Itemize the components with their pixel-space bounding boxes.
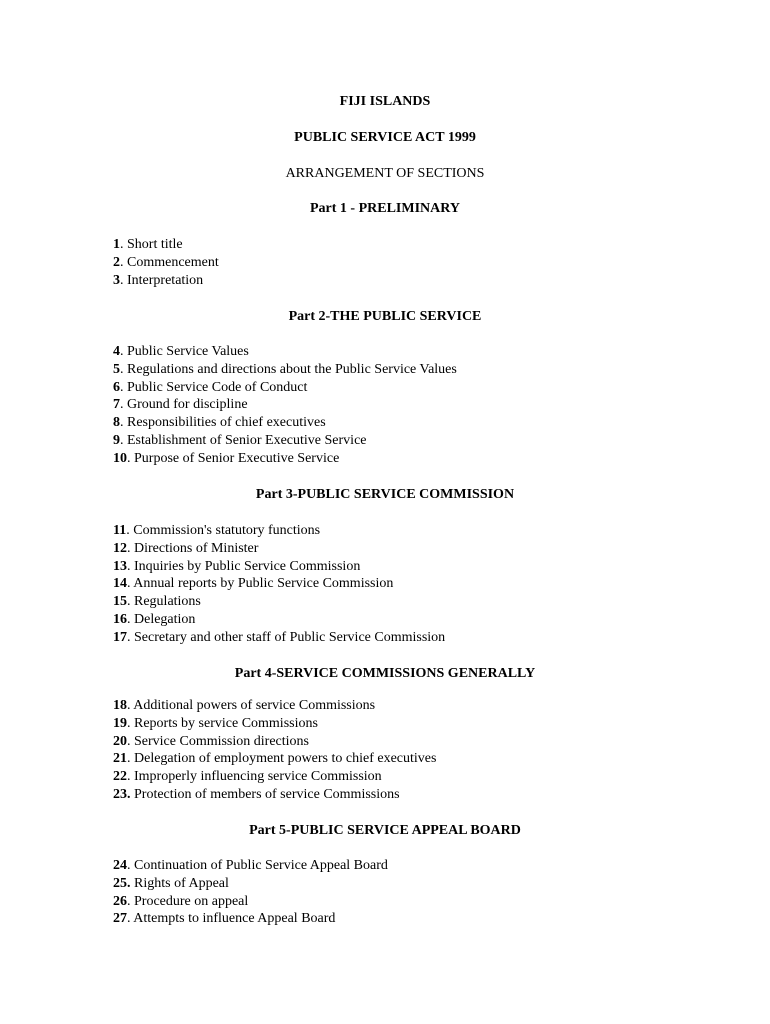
section-item <box>113 593 713 611</box>
section-number: 26 <box>113 893 127 909</box>
section-item <box>113 715 713 733</box>
section-list <box>113 343 713 468</box>
section-separator: . <box>127 594 134 610</box>
section-item <box>113 893 713 911</box>
section-item <box>113 379 713 397</box>
section-separator: . <box>120 432 127 448</box>
section-item <box>113 750 713 768</box>
section-number: 2 <box>113 254 120 270</box>
section-separator: . <box>127 611 134 627</box>
section-number: 19 <box>113 715 127 731</box>
part-heading: Part 2-THE PUBLIC SERVICE <box>288 309 482 324</box>
section-title: Improperly influencing service Commission <box>134 769 382 785</box>
section-separator: . <box>120 397 127 413</box>
section-number: 4 <box>113 344 120 359</box>
section-item <box>113 768 713 786</box>
section-item <box>113 629 713 647</box>
section-title: Inquiries by Public Service Commission <box>134 558 361 574</box>
section-title: Secretary and other staff of Public Service Commission <box>134 629 446 645</box>
section-separator: . <box>127 540 134 556</box>
section-title: Ground for discipline <box>127 397 248 413</box>
section-item <box>113 414 713 432</box>
section-title: Establishment of Senior Executive Service <box>127 432 367 448</box>
part-heading: Part 5-PUBLIC SERVICE APPEAL BOARD <box>249 823 521 838</box>
section-number: 9 <box>113 432 120 448</box>
section-item <box>113 540 713 558</box>
section-number: 23. <box>113 786 131 802</box>
section-number: 20 <box>113 733 127 749</box>
section-item <box>113 361 713 379</box>
section-item <box>113 236 713 254</box>
section-title: Commencement <box>127 254 219 270</box>
part-heading: Part 1 - PRELIMINARY <box>310 201 460 216</box>
section-separator: . <box>127 629 134 645</box>
section-title: Attempts to influence Appeal Board <box>133 911 336 927</box>
section-number: 6 <box>113 379 120 395</box>
section-separator: . <box>127 715 134 731</box>
section-list <box>113 236 713 289</box>
section-separator: . <box>127 558 134 574</box>
section-item <box>113 575 713 593</box>
section-number: 17 <box>113 629 127 645</box>
section-number: 3 <box>113 272 120 288</box>
section-separator: . <box>120 361 127 377</box>
section-number: 22 <box>113 769 127 785</box>
section-separator: . <box>120 379 127 395</box>
section-item <box>113 522 713 540</box>
act-title: PUBLIC SERVICE ACT 1999 <box>294 130 476 145</box>
section-number: 15 <box>113 594 127 610</box>
section-item <box>113 396 713 414</box>
section-number: 14 <box>113 576 127 592</box>
section-item <box>113 733 713 751</box>
section-number: 1 <box>113 237 120 252</box>
section-separator: . <box>126 523 134 538</box>
section-title: Service Commission directions <box>134 733 309 749</box>
section-separator: . <box>120 272 127 288</box>
section-list <box>113 857 713 928</box>
section-item <box>113 910 713 928</box>
section-title: Delegation of employment powers to chief executives <box>134 751 437 767</box>
section-list <box>113 522 713 647</box>
section-number: 11 <box>113 523 127 538</box>
section-separator: . <box>120 344 127 359</box>
section-separator: . <box>120 237 127 252</box>
section-separator: . <box>127 751 134 767</box>
section-item <box>113 558 713 576</box>
section-item <box>113 450 713 468</box>
section-title: Responsibilities of chief executives <box>127 415 326 431</box>
section-separator: . <box>127 450 134 466</box>
section-item <box>113 254 713 272</box>
section-title: Continuation of Public Service Appeal Board <box>134 858 388 873</box>
section-title: Interpretation <box>127 272 204 288</box>
section-title: Regulations <box>134 594 201 610</box>
section-number: 7 <box>113 397 120 413</box>
section-separator: . <box>120 415 127 431</box>
section-number: 12 <box>113 540 127 556</box>
section-list <box>113 697 713 804</box>
section-item <box>113 786 713 804</box>
section-separator: . <box>127 576 134 592</box>
section-number: 27 <box>113 911 127 927</box>
section-number: 5 <box>113 361 120 377</box>
section-item <box>113 432 713 450</box>
section-title: Procedure on appeal <box>134 893 249 909</box>
section-title: Rights of Appeal <box>134 875 229 891</box>
section-number: 24 <box>113 858 127 873</box>
section-separator: . <box>120 254 127 270</box>
section-title: Annual reports by Public Service Commission <box>133 576 394 592</box>
section-item <box>113 272 713 290</box>
section-title: Short title <box>127 237 183 252</box>
section-separator: . <box>127 733 134 749</box>
section-separator: . <box>127 698 134 713</box>
part-heading: Part 4-SERVICE COMMISSIONS GENERALLY <box>234 666 536 681</box>
section-item <box>113 857 713 875</box>
section-number: 8 <box>113 415 120 431</box>
section-item <box>113 697 713 715</box>
section-number: 18 <box>113 698 127 713</box>
section-number: 10 <box>113 450 127 466</box>
section-title: Protection of members of service Commissions <box>134 786 400 802</box>
arrangement-heading: ARRANGEMENT OF SECTIONS <box>285 166 485 181</box>
section-number: 21 <box>113 751 127 767</box>
section-item <box>113 343 713 361</box>
section-number: 16 <box>113 611 127 627</box>
section-title: Directions of Minister <box>134 540 259 556</box>
section-separator: . <box>127 769 134 785</box>
section-number: 13 <box>113 558 127 574</box>
section-item <box>113 875 713 893</box>
section-title: Commission's statutory functions <box>133 523 321 538</box>
section-item <box>113 611 713 629</box>
section-title: Regulations and directions about the Public Service Values <box>127 361 457 377</box>
section-separator: . <box>127 893 134 909</box>
section-title: Delegation <box>134 611 196 627</box>
part-heading: Part 3-PUBLIC SERVICE COMMISSION <box>255 487 515 502</box>
section-title: Public Service Values <box>127 344 249 359</box>
section-separator: . <box>127 858 134 873</box>
section-title: Reports by service Commissions <box>134 715 318 731</box>
section-number: 25. <box>113 875 131 891</box>
country-heading: FIJI ISLANDS <box>339 94 431 109</box>
section-title: Additional powers of service Commissions <box>133 698 376 713</box>
section-title: Public Service Code of Conduct <box>127 379 308 395</box>
section-title: Purpose of Senior Executive Service <box>134 450 340 466</box>
section-separator: . <box>127 911 134 927</box>
